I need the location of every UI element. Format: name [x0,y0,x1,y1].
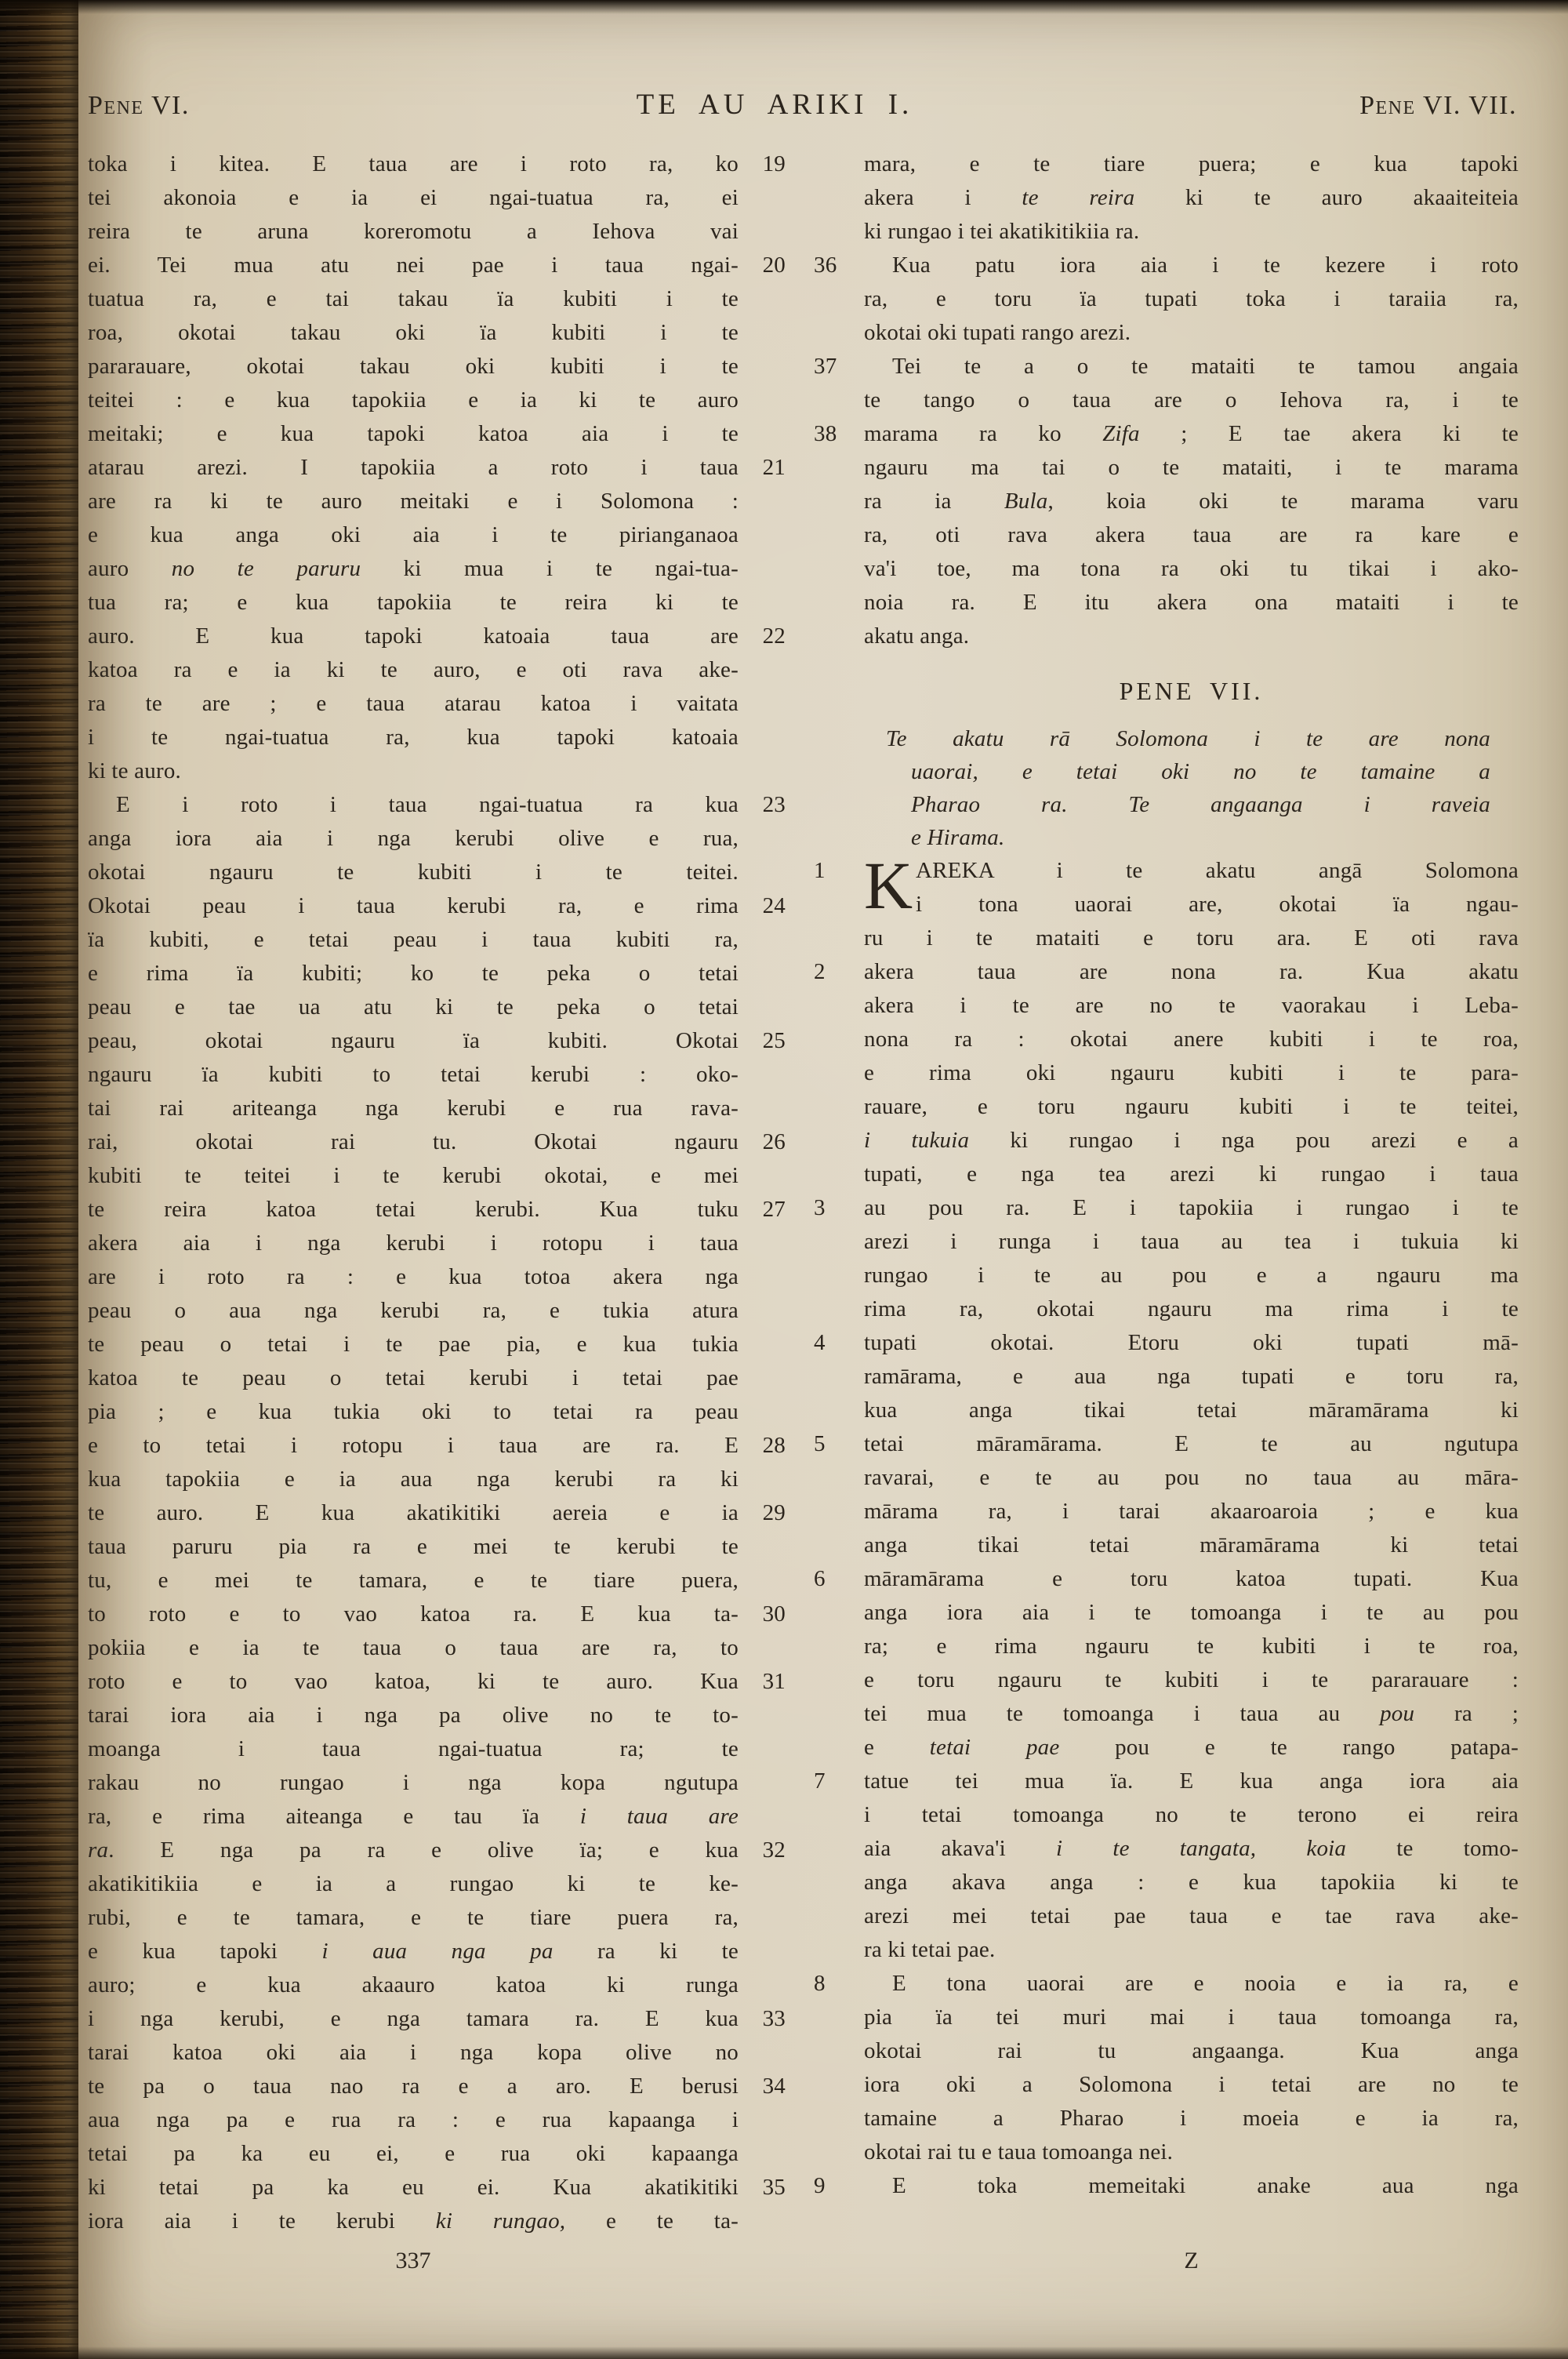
running-header-title: TE AU ARIKI I. [636,89,913,121]
text-line: i tetai tomoanga no te terono ei reira [864,1802,1519,1827]
right-text-column [814,147,1519,2203]
verse-number: 36 [814,253,837,278]
text-line: i tukuia ki rungao i nga pou arezi e a [864,1128,1519,1153]
text-line: anga iora aia i nga kerubi olive e rua, [88,826,739,851]
running-header-right: Pene VI. VII. [1359,91,1517,120]
text-line: are ra ki te auro meitaki e i Solomona : [88,489,739,514]
text-line: auro; e kua akaauro katoa ki runga [88,1972,739,1997]
text-line: kubiti te teitei i te kerubi okotai, e mei [88,1163,739,1188]
text-line: anga tikai tetai māramārama ki tetai [864,1532,1519,1558]
text-line: 20 ei. Tei mua atu nei pae i taua ngai- [88,249,739,282]
text-line: 32 ra. E nga pa ra e olive ïa; e kua [88,1834,739,1867]
verse-number: 35 [762,2175,786,2200]
text-line: ra ki tetai pae. [864,1937,996,1962]
text-line: ra, oti rava akera taua are ra kare e [864,522,1519,547]
text-line: rima ra, okotai ngauru ma rima i te [864,1296,1519,1321]
drop-cap: K [864,848,913,923]
text-line: arezi mei tetai pae taua e tae rava ake- [864,1903,1519,1928]
text-line: meitaki; e kua tapoki katoa aia i te [88,421,739,446]
verse-number: 34 [762,2074,786,2099]
verse-number: 1 [814,858,826,883]
verse-number: 30 [762,1601,786,1627]
text-line: tua ra; e kua tapokiia te reira ki te [88,590,739,615]
text-line: arezi i runga i taua au tea i tukuia ki [864,1229,1519,1254]
book-edge [0,0,78,2359]
text-line: e rima oki ngauru kubiti i te para- [864,1060,1519,1085]
text-line: 27 te reira katoa tetai kerubi. Kua tuku [88,1193,739,1227]
text-line: te tango o taua are o Iehova ra, i te [864,387,1519,413]
text-line: e kua tapoki i aua nga pa ra ki te [88,1939,739,1964]
verse-number: 25 [762,1028,786,1053]
text-line: 19 toka i kitea. E taua are i roto ra, ko [88,147,739,181]
text-line: anga akava anga : e kua tapokiia ki te [864,1870,1519,1895]
text-line: 30 to roto e to vao katoa ra. E kua ta- [88,1598,739,1631]
left-text-column [88,147,786,2238]
text-line: 28 e to tetai i rotopu i taua are ra. E [88,1429,739,1463]
text-line: 36 Kua patu iora aia i te kezere i roto [864,249,1519,282]
text-line: e toru ngauru te kubiti i te pararauare : [864,1667,1519,1692]
text-line: 21 atarau arezi. I tapokiia a roto i taua [88,451,739,485]
text-line: tetai pa ka eu ei, e rua oki kapaanga [88,2141,739,2166]
verse-number: 9 [814,2173,826,2198]
text-line: va'i toe, ma tona ra oki tu tikai i ako- [864,556,1519,581]
text-line: pia ïa tei muri mai i taua tomoanga ra, [864,2005,1519,2030]
verse-number: 26 [762,1129,786,1154]
running-header-left: Pene VI. [88,91,190,120]
text-line: e kua anga oki aia i te pirianganaoa [88,522,739,547]
text-line: rungao i te au pou e a ngauru ma [864,1263,1519,1288]
text-line: are i roto ra : e kua totoa akera nga [88,1264,739,1289]
chapter-summary-line: Pharao ra. Te angaanga i raveia [911,792,1490,817]
verse-number: 22 [762,623,786,649]
text-line: ra, e toru ïa tupati toka i taraiia ra, [864,286,1519,311]
text-line: moanga i taua ngai-tuatua ra; te [88,1736,739,1761]
text-line: i te ngai-tuatua ra, kua tapoki katoaia [88,725,739,750]
text-line: aia akava'i i te tangata, koia te tomo- [864,1836,1519,1861]
text-line: 1 K AREKA i te akatu angā Solomona [814,848,1519,923]
signature-mark: Z [1184,2248,1199,2274]
text-line: anga iora aia i te tomoanga i te au pou [864,1600,1519,1625]
text-line: pararauare, okotai takau oki kubiti i te [88,354,739,379]
text-line: 25 peau, okotai ngauru ïa kubiti. Okotai [88,1024,739,1058]
text-line: 5 tetai māramārama. E te au ngutupa [864,1427,1519,1461]
text-line: i tona uaorai are, okotai ïa ngau- [916,892,1519,917]
text-line: ru i te mataiti e toru ara. E oti rava [864,925,1519,951]
text-line: tupati, e nga tea arezi ki rungao i taua [864,1161,1519,1187]
text-line: noia ra. E itu akera ona mataiti i te [864,590,1519,615]
text-line: tei mua te tomoanga i taua au pou ra ; [864,1701,1519,1726]
verse-number: 23 [762,792,786,817]
text-line: reira te aruna koreromotu a Iehova vai [88,219,739,244]
text-line: pokiia e ia te taua o taua are ra, to [88,1635,739,1660]
text-line: e tetai pae pou e te rango patapa- [864,1735,1519,1760]
text-line: 37 Tei te a o te mataiti te tamou angaia [864,350,1519,383]
verse-number: 2 [814,959,826,984]
chapter-summary-line: e Hirama. [911,825,1005,850]
verse-number: 24 [762,893,786,918]
text-line: 31 roto e to vao katoa, ki te auro. Kua [88,1665,739,1699]
verse-number: 6 [814,1566,826,1591]
text-line: aua nga pa e rua ra : e rua kapaanga i [88,2107,739,2132]
text-line: ngauru ïa kubiti to tetai kerubi : oko- [88,1062,739,1087]
text-line: kua tapokiia e ia aua nga kerubi ra ki [88,1467,739,1492]
text-line: 26 rai, okotai rai tu. Okotai ngauru [88,1125,739,1159]
text-line: akera i te reira ki te auro akaaiteiteia [864,185,1519,210]
text-line: 6 māramārama e toru katoa tupati. Kua [864,1562,1519,1596]
verse-number: 28 [762,1433,786,1458]
text-line: peau e tae ua atu ki te peka o tetai [88,994,739,1020]
text-line: okotai rai tu e taua tomoanga nei. [864,2139,1174,2165]
text-line: ngauru ma tai o te mataiti, i te marama [864,455,1519,480]
verse-number: 3 [814,1195,826,1220]
text-line: 8 E tona uaorai are e nooia e ia ra, e [864,1967,1519,2001]
verse-number: 7 [814,1768,826,1794]
text-line: ki rungao i tei akatikitikiia ra. [864,219,1140,244]
text-line: 9 E toka memeitaki anake aua nga [864,2169,1519,2203]
text-line: pia ; e kua tukia oki to tetai ra peau [88,1399,739,1424]
text-line: 2 akera taua are nona ra. Kua akatu [864,955,1519,989]
text-line: tu, e mei te tamara, e te tiare puera, [88,1568,739,1593]
verse-number: 29 [762,1500,786,1525]
text-line: iora oki a Solomona i tetai are no te [864,2072,1519,2097]
verse-number: 8 [814,1971,826,1996]
text-line: ramārama, e aua nga tupati e toru ra, [864,1364,1519,1389]
text-line: roa, okotai takau oki ïa kubiti i te [88,320,739,345]
verse-number: 20 [762,253,786,278]
text-line: ra, e rima aiteanga e tau ïa i taua are [88,1804,739,1829]
text-line: 3 au pou ra. E i tapokiia i rungao i te [864,1191,1519,1225]
text-line: e rima ïa kubiti; ko te peka o tetai [88,961,739,986]
text-line: akera i te are no te vaorakau i Leba- [864,993,1519,1018]
running-header [88,88,1517,125]
text-line: nona ra : okotai anere kubiti i te roa, [864,1027,1519,1052]
text-line: akera aia i nga kerubi i rotopu i taua [88,1230,739,1256]
verse-number: 21 [762,455,786,480]
text-line: rauare, e toru ngauru kubiti i te teitei, [864,1094,1519,1119]
text-line: 34 te pa o taua nao ra e a aro. E berusi [88,2070,739,2103]
text-line: mara, e te tiare puera; e kua tapoki [864,151,1519,176]
text-line: rubi, e te tamara, e te tiare puera ra, [88,1905,739,1930]
text-line: ravarai, e te au pou no taua au māra- [864,1465,1519,1490]
text-line: akatu anga. [864,623,970,649]
text-line: te peau o tetai i te pae pia, e kua tukia [88,1332,739,1357]
text-line: 7 tatue tei mua ïa. E kua anga iora aia [864,1765,1519,1798]
verse-number: 4 [814,1330,826,1355]
text-line: okotai oki tupati rango arezi. [864,320,1131,345]
verse-number: 19 [762,151,786,176]
chapter-summary-line: uaorai, e tetai oki no te tamaine a [911,759,1490,784]
chapter-heading: PENE VII. [1119,677,1264,705]
text-line: katoa ra e ia ki te auro, e oti rava ake- [88,657,739,682]
text-line: mārama ra, i tarai akaaroaroia ; e kua [864,1499,1519,1524]
text-line: katoa te peau o tetai kerubi i tetai pae [88,1365,739,1390]
text-line: okotai rai tu angaanga. Kua anga [864,2038,1519,2063]
verse-number: 31 [762,1669,786,1694]
text-line: 22 auro. E kua tapoki katoaia taua are [88,620,739,653]
verse-number: 37 [814,354,837,379]
text-line: tai rai ariteanga nga kerubi e rua rava- [88,1096,739,1121]
text-line: tei akonoia e ia ei ngai-tuatua ra, ei [88,185,739,210]
verse-number: 33 [762,2006,786,2031]
text-line: taua paruru pia ra e mei te kerubi te [88,1534,739,1559]
text-line: auro no te paruru ki mua i te ngai-tua- [88,556,739,581]
text-line: tamaine a Pharao i moeia e ia ra, [864,2106,1519,2131]
text-line: tuatua ra, e tai takau ïa kubiti i te [88,286,739,311]
text-line: ra te are ; e taua atarau katoa i vaitata [88,691,739,716]
text-line: 23 E i roto i taua ngai-tuatua ra kua [88,788,739,822]
book-page [78,0,1568,2359]
text-line: tarai iora aia i nga pa olive no te to- [88,1703,739,1728]
text-line: iora aia i te kerubi ki rungao, e te ta- [88,2208,739,2234]
text-line: 35 ki tetai pa ka eu ei. Kua akatikitiki [88,2171,739,2205]
page-number: 337 [395,2248,431,2274]
text-line: peau o aua nga kerubi ra, e tukia atura [88,1298,739,1323]
verse-number: 38 [814,421,837,446]
text-line: 33 i nga kerubi, e nga tamara ra. E kua [88,2002,739,2036]
text-line: rakau no rungao i nga kopa ngutupa [88,1770,739,1795]
verse-number: 27 [762,1197,786,1222]
text-line: kua anga tikai tetai māramārama ki [864,1398,1519,1423]
text-line: 38 marama ra ko Zifa ; E tae akera ki te [864,417,1519,451]
text-line: 24 Okotai peau i taua kerubi ra, e rima [88,889,739,923]
text-line: ra ia Bula, koia oki te marama varu [864,489,1519,514]
text-line: tarai katoa oki aia i nga kopa olive no [88,2040,739,2065]
text-line: okotai ngauru te kubiti i te teitei. [88,860,739,885]
text-line: 4 tupati okotai. Etoru oki tupati mā- [864,1326,1519,1360]
verse-number: 5 [814,1431,826,1456]
verse-number: 32 [762,1837,786,1863]
text-line: ïa kubiti, e tetai peau i taua kubiti ra, [88,927,739,952]
text-line: ra; e rima ngauru te kubiti i te roa, [864,1634,1519,1659]
text-line: teitei : e kua tapokiia e ia ki te auro [88,387,739,413]
text-line: 29 te auro. E kua akatikitiki aereia e ia [88,1496,739,1530]
text-line: akatikitikiia e ia a rungao ki te ke- [88,1871,739,1896]
chapter-summary-line: Te akatu rā Solomona i te are nona [886,726,1490,751]
text-line: ki te auro. [88,758,181,783]
